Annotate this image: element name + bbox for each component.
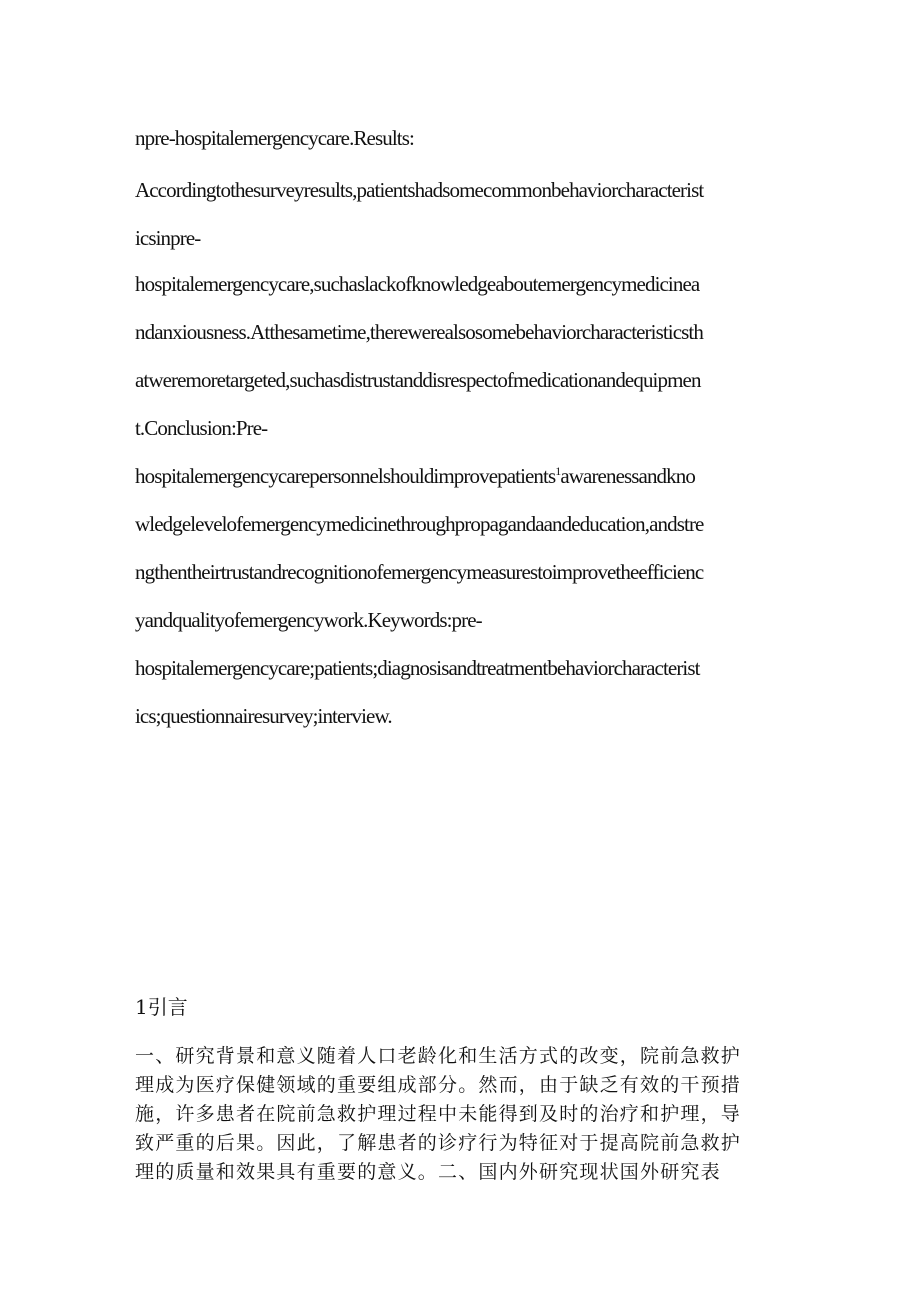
abstract-line: icsinpre- <box>135 226 201 250</box>
body-line: 致严重的后果。因此，了解患者的诊疗行为特征对于提高院前急救护 <box>135 1132 742 1154</box>
section-heading: 1引言 <box>135 995 188 1019</box>
abstract-line: ngthentheirtrustandrecognitionofemergencymeasurestoimprovetheefficienc <box>135 560 704 584</box>
abstract-line: atweremoretargeted,suchasdistrustanddisrespectofmedicationandequipmen <box>135 368 701 392</box>
abstract-line: Accordingtothesurveyresults,patientshadsomecommonbehaviorcharacterist <box>135 178 704 202</box>
abstract-line: yandqualityofemergencywork.Keywords:pre- <box>135 608 482 632</box>
body-line: 施，许多患者在院前急救护理过程中未能得到及时的治疗和护理，导 <box>135 1103 742 1125</box>
abstract-line-part: hospitalemergencycarepersonnelshouldimprovepatients <box>135 464 556 488</box>
abstract-line: hospitalemergencycare;patients;diagnosisandtreatmentbehaviorcharacterist <box>135 656 700 680</box>
abstract-line-with-superscript <box>135 464 695 488</box>
superscript-mark: 1 <box>555 464 561 478</box>
body-line: 一、研究背景和意义随着人口老龄化和生活方式的改变，院前急救护 <box>135 1045 742 1067</box>
abstract-line: ics;questionnairesurvey;interview. <box>135 704 392 728</box>
body-line: 理成为医疗保健领域的重要组成部分。然而，由于缺乏有效的干预措 <box>135 1074 742 1096</box>
abstract-line: npre-hospitalemergencycare.Results: <box>135 126 414 150</box>
abstract-line: t.Conclusion:Pre- <box>135 416 268 440</box>
body-line: 理的质量和效果具有重要的意义。二、国内外研究现状国外研究表 <box>135 1161 721 1183</box>
abstract-line: ndanxiousness.Atthesametime,therewerealsosomebehaviorcharacteristicsth <box>135 320 703 344</box>
abstract-line: wledgelevelofemergencymedicinethroughpropagandaandeducation,andstre <box>135 512 704 536</box>
abstract-line: hospitalemergencycare,suchaslackofknowledgeaboutemergencymedicinea <box>135 272 700 296</box>
abstract-line-part: awarenessandkno <box>560 464 695 488</box>
